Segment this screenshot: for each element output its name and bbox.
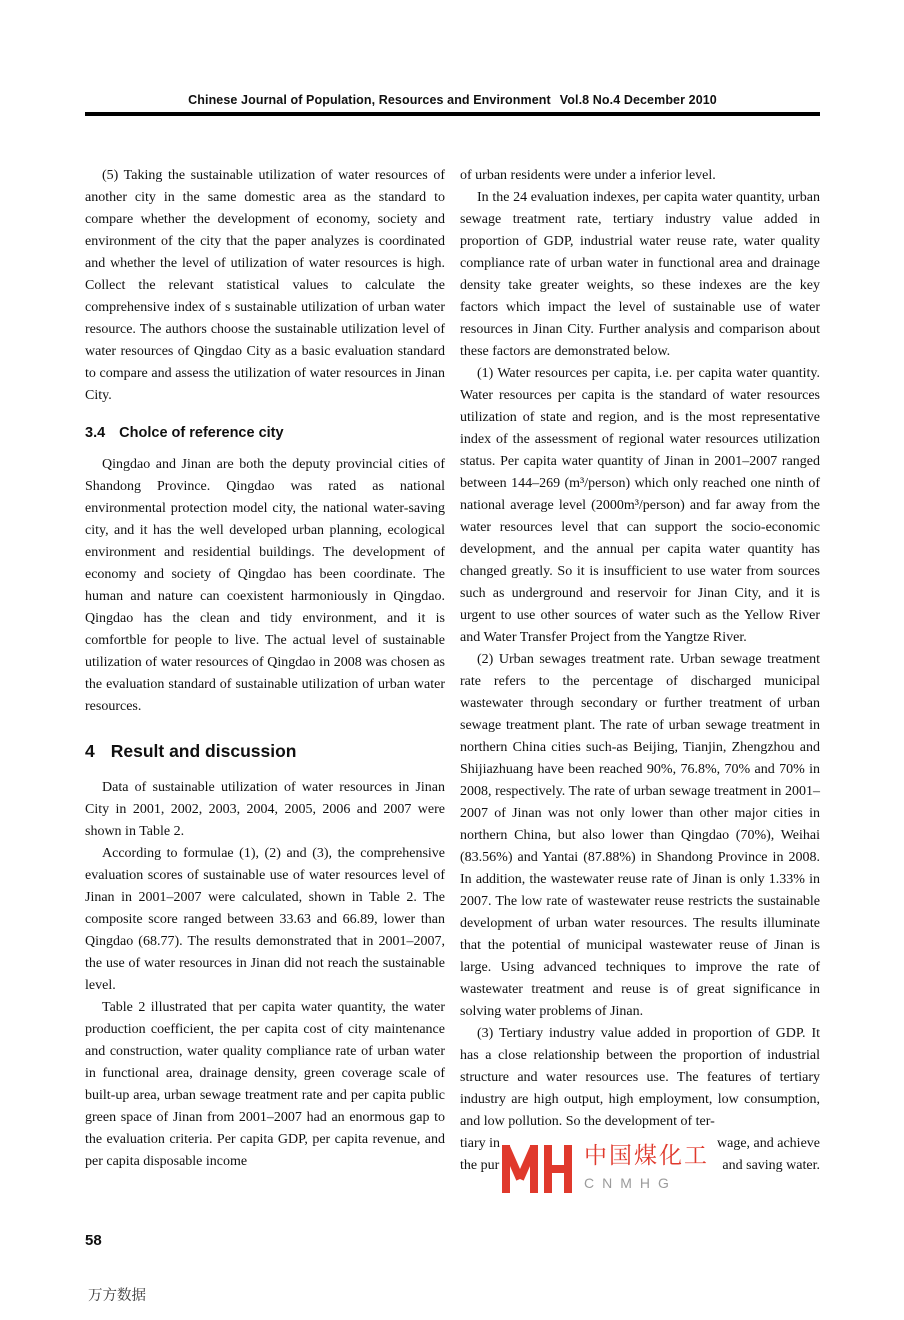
paragraph-qingdao: Qingdao and Jinan are both the deputy provincial cities of Shandong Province. Qingdao was rated as national environmental protection model city, the national water-saving city, and it has the well developed urban planning, ecological environment and residential buildings. The development of economy and society of Qingdao has been coordinate. The human and nature can coexistent harmoniously in Qingdao. Qingdao has the clean and tidy environment, and it is comfortble for people to live. The actual level of sustainable utilization of water resources of Qingdao in 2008 was chosen as the evaluation standard of sustainable utilization of urban water resources. <box>85 457 445 714</box>
section-heading-3-4 <box>85 422 445 444</box>
watermark-chinese-text: 中国煤化工 <box>584 1142 709 1168</box>
fragment-right: and saving water. <box>722 1158 820 1173</box>
obscured-text-line-1 <box>460 1133 820 1155</box>
journal-title: Chinese Journal of Population, Resources and Environment <box>188 93 551 107</box>
page-number: 58 <box>85 1232 102 1249</box>
journal-issue: Vol.8 No.4 December 2010 <box>559 93 717 107</box>
section-title: Cholce of reference city <box>119 425 284 441</box>
paragraph-formulae: According to formulae (1), (2) and (3), the comprehensive evaluation scores of sustainable use of water resources level of Jinan in 2001–2007 were calculated, shown in Table 2. The composite score ranged between 33.63 and 66.89, lower than Qingdao (68.77). The results demonstrated that in 2001–2007, the use of water resources in Jinan did not reach the sustainable level. <box>85 846 445 993</box>
paragraph-table2-illustrated: Table 2 illustrated that per capita water quantity, the water production coefficient, the per capita cost of city maintenance and construction, water quality compliance rate of urban water in functional area, drainage density, green coverage scale of built-up area, urban sewage treatment rate and per capita public green space of Jinan from 2001–2007 had an enormous gap to the evaluation criteria. Per capita GDP, per capita revenue, and per capita disposable income <box>85 1000 445 1169</box>
paragraph-data-table2: Data of sustainable utilization of water resources in Jinan City in 2001, 2002, 2003, 2004, 2005, 2006 and 2007 were shown in Table 2. <box>85 780 445 839</box>
right-column <box>460 165 820 1191</box>
paragraph-point-3-body: (3) Tertiary industry value added in proportion of GDP. It has a close relationship between the proportion of industrial structure and water resources use. The features of tertiary industry are high output, high employment, low consumption, and low pollution. So the development of ter- <box>460 1026 820 1129</box>
journal-header <box>85 93 820 107</box>
section-number: 3.4 <box>85 425 106 441</box>
section-heading-4 <box>85 740 445 762</box>
two-column-body <box>85 165 820 1191</box>
paragraph-24-indexes: In the 24 evaluation indexes, per capita water quantity, urban sewage treatment rate, tertiary industry value added in proportion of GDP, industrial water reuse rate, water quality compliance rate of urban water in functional area and drainage density take greater weights, so these indexes are the key factors which impact the level of sustainable use of water resources in Jinan City. Further analysis and comparison about these factors are demonstrated below. <box>460 190 820 359</box>
paragraph-point-3-tertiary <box>460 1023 820 1191</box>
paragraph-point-1-water-per-capita: (1) Water resources per capita, i.e. per capita water quantity. Water resources per capita is the standard of water resources utilization of state and region, and is the most representative index of the assessment of regional water resources utilization status. Per capita water quantity of Jinan in 2001–2007 ranged between 144–269 (m³/person) which only reached one ninth of national average level (2000m³/person) and far away from the water resources level that can support the socio-economic development, and the annual per capita water quantity has changed greatly. So it is insufficient to use water from sources such as underground and reservoir for Jinan City, and it is urgent to use other sources of water such as the Yellow River and Water Transfer Project from the Yangtze River. <box>460 366 820 645</box>
obscured-text-line-2 <box>460 1155 820 1177</box>
left-column <box>85 165 445 1177</box>
fragment-right: wage, and achieve <box>717 1136 820 1151</box>
fragment-left: the pur <box>460 1158 500 1173</box>
section-number: 4 <box>85 741 95 761</box>
watermark-latin-text: CNMHG <box>584 1175 677 1191</box>
header-rule <box>85 112 820 116</box>
paragraph-point-2-sewage-treatment: (2) Urban sewages treatment rate. Urban sewage treatment rate refers to the percentage of discharged municipal wastewater through secondary or further treatment of urban sewage treatment plant. The rate of urban sewage treatment in northern China cities such-as Beijing, Tianjin, Zhengzhou and Shijiazhuang have been reached 90%, 76.8%, 70% and 70% in 2008, respectively. The rate of urban sewage treatment in 2001–2007 of Jinan was not only lower than other major cities in northern China, but also lower than Qingdao (70%), Weihai (83.56%) and Yantai (87.88%) in Shandong Province in 2008. In addition, the wastewater reuse rate of Jinan is only 1.33% in 2007. The low rate of wastewater reuse restricts the sustainable development of urban water resources. The results illuminate that the potential of municipal wastewater reuse of Jinan is large. Using advanced techniques to improve the rate of wastewater treatment and reuse is of great significance in solving water problems of Jinan. <box>460 652 820 1019</box>
continuation-line: of urban residents were under a inferior level. <box>460 168 716 183</box>
section-title: Result and discussion <box>110 741 297 761</box>
paragraph-point-5: (5) Taking the sustainable utilization of water resources of another city in the same domestic area as the standard to compare whether the development of economy, society and environment of the city that the paper analyzes is coordinated and whether the level of utilization of water resources is high. Collect the relevant statistical values to calculate the comprehensive index of s sustainable utilization of urban water resource. The authors choose the sustainable utilization level of water resources of Qingdao City as a basic evaluation standard to compare and assess the utilization of water resources in Jinan City. <box>85 168 445 403</box>
fragment-left: tiary in <box>460 1136 501 1151</box>
wanfang-data-watermark: 万方数据 <box>88 1288 146 1304</box>
